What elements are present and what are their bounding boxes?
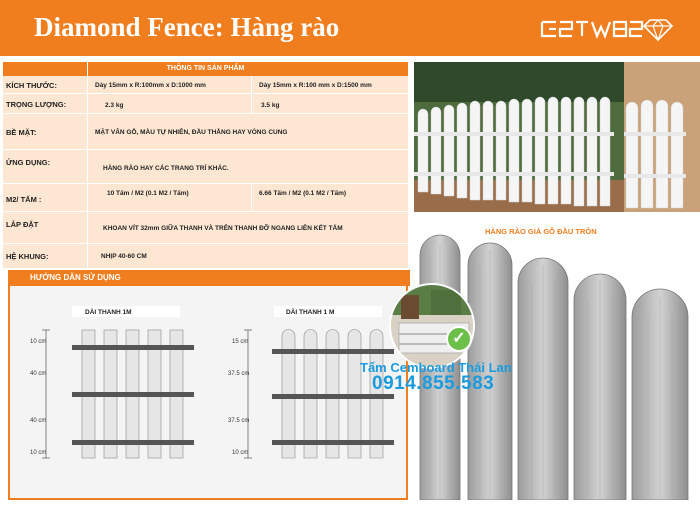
table-heading: THÔNG TIN SẢN PHẨM — [3, 62, 408, 76]
rounded-pickets — [282, 330, 383, 459]
white-fence-photo-icon — [414, 62, 700, 212]
table-row — [3, 244, 408, 268]
table-row — [3, 150, 408, 184]
row-value-2: 3.5 kg — [261, 102, 280, 109]
table-row — [3, 114, 408, 150]
brand-logo — [538, 12, 678, 46]
row-label: TRỌNG LƯỢNG: — [6, 100, 67, 109]
row-value-1: HÀNG RÀO HAY CÁC TRANG TRÍ KHÁC. — [103, 165, 229, 172]
checkmark-icon: ✓ — [446, 326, 472, 352]
row-label: BỀ MẶT: — [6, 128, 37, 137]
row-label: LẮP ĐẶT — [6, 220, 39, 229]
diagram-caption-left: DÀI THANH 1M — [85, 309, 132, 316]
table-row — [3, 212, 408, 244]
row-value-2: 6.66 Tấm / M2 (0.1 M2 / Tấm) — [259, 190, 347, 197]
header-banner — [0, 0, 700, 56]
column-divider — [251, 94, 252, 113]
product-info-table — [3, 62, 408, 268]
row-value-1: KHOAN VÍT 32mm GIỮA THANH VÀ TRÊN THANH ĐỠ NGANG LIÊN KẾT TẤM — [103, 225, 343, 232]
dim-label: 15 cm — [232, 339, 249, 345]
diagram-caption-right: DÀI THANH 1 M — [286, 309, 335, 316]
fence-photo — [414, 62, 700, 212]
column-divider — [251, 184, 252, 211]
phone-number[interactable]: 0914.855.583 — [372, 373, 495, 394]
row-label: KÍCH THƯỚC: — [6, 81, 57, 90]
dim-label: 40 cm — [30, 371, 47, 377]
row-value-1: NHỊP 40-60 CM — [101, 253, 147, 260]
rounded-picket-label: HÀNG RÀO GIẢ GỖ ĐẦU TRÒN — [485, 227, 597, 236]
dim-label: 10 cm — [232, 450, 249, 456]
diamond-logo-icon — [538, 12, 678, 46]
row-value-1: 2.3 kg — [105, 102, 124, 109]
row-label: M2/ TẤM : — [6, 195, 42, 204]
row-label: HỆ KHUNG: — [6, 252, 49, 261]
brand-name: Tấm Cemboard Thái Lan — [360, 360, 512, 375]
row-value-1: MẶT VÂN GỖ, MÀU TỰ NHIÊN, ĐẦU THẲNG HAY VÒNG CUNG — [95, 129, 288, 136]
row-label: ỨNG DỤNG: — [6, 158, 51, 167]
table-row — [3, 94, 408, 114]
row-value-2: Dày 15mm x R:100 mm x D:1500 mm — [259, 82, 372, 89]
dim-label: 10 cm — [30, 339, 47, 345]
dim-label: 10 cm — [30, 450, 47, 456]
column-divider — [251, 76, 252, 93]
dim-label: 40 cm — [30, 418, 47, 424]
row-value-1: Dày 15mm x R:100mm x D:1000 mm — [95, 82, 206, 89]
guide-heading-bar — [10, 270, 410, 286]
usage-guide-panel — [8, 270, 408, 500]
table-row — [3, 184, 408, 212]
row-value-1: 10 Tấm / M2 (0.1 M2 / Tấm) — [107, 190, 189, 197]
table-row — [3, 76, 408, 94]
guide-title: HƯỚNG DẪN SỬ DỤNG — [30, 273, 121, 282]
dim-label: 37.5 cm — [228, 418, 250, 424]
dim-label: 37.5 cm — [228, 371, 250, 377]
installation-diagram — [10, 286, 406, 500]
page-title: Diamond Fence: Hàng rào — [34, 12, 340, 42]
